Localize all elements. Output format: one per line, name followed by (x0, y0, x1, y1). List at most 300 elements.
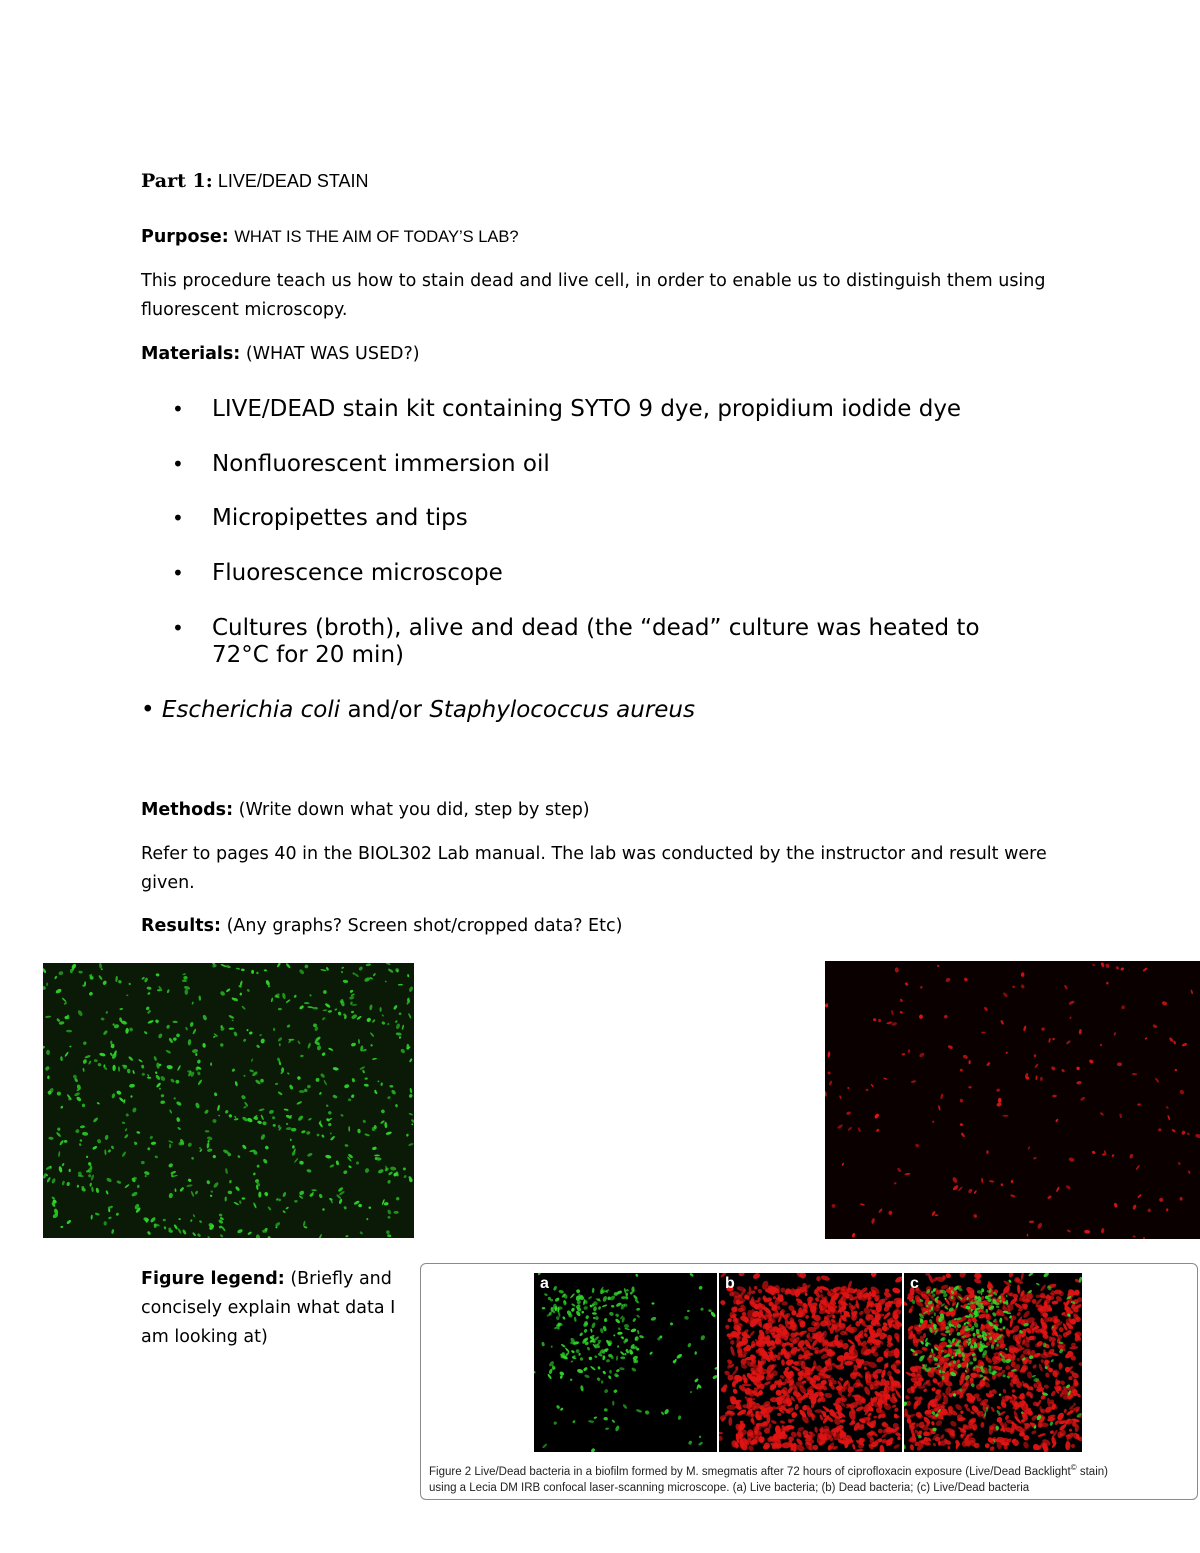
cell-speck (1064, 984, 1068, 990)
cell-speck (192, 1028, 197, 1034)
cell-speck (328, 1123, 332, 1127)
cell-speck (271, 997, 274, 1002)
cell-speck (228, 1014, 234, 1019)
cell-speck (287, 1072, 290, 1075)
cell-speck (213, 1181, 220, 1188)
cell-speck (583, 1306, 588, 1310)
material-text: Fluorescence microscope (212, 560, 503, 586)
cell-speck (155, 973, 160, 977)
cell-speck (621, 1296, 626, 1299)
cell-speck (651, 1302, 654, 1304)
cell-speck (894, 1275, 902, 1284)
cell-speck (694, 1351, 697, 1355)
cell-speck (611, 1419, 615, 1423)
cell-speck (1056, 1186, 1060, 1192)
cell-speck (258, 1108, 264, 1112)
cell-speck (1100, 962, 1104, 968)
cell-speck (1167, 1115, 1170, 1121)
cell-speck (752, 1273, 761, 1280)
cell-speck (905, 1395, 911, 1400)
legend-line2: concisely explain what data I (141, 1298, 396, 1318)
cell-speck (154, 1155, 158, 1159)
cell-speck (229, 1028, 235, 1030)
purpose-answer-line2: fluorescent microscopy. (141, 300, 348, 320)
cell-speck (166, 1065, 173, 1070)
cell-speck (256, 972, 259, 975)
cell-speck (333, 1067, 339, 1071)
cell-speck (556, 1405, 561, 1410)
cell-speck (1060, 1380, 1066, 1386)
cell-speck (689, 1273, 694, 1277)
cell-speck (870, 1273, 877, 1277)
cell-speck (111, 1052, 117, 1059)
panel-c-label: c (910, 1275, 919, 1292)
cell-speck (329, 1164, 334, 1168)
cell-speck (155, 1019, 160, 1023)
cell-speck (984, 1443, 990, 1449)
cell-speck (121, 1151, 126, 1158)
cell-speck (1165, 1106, 1169, 1110)
cell-speck (635, 1273, 639, 1277)
cell-speck (380, 1109, 385, 1114)
cell-speck (284, 1108, 289, 1111)
cell-speck (1179, 1089, 1185, 1095)
inset-panel-a (534, 1273, 717, 1452)
cell-speck (1115, 966, 1119, 970)
cell-speck (147, 1231, 152, 1236)
cell-speck (243, 1038, 247, 1042)
list-item (172, 615, 1012, 669)
cell-speck (138, 1059, 143, 1063)
bullet: • (172, 452, 184, 476)
cell-speck (720, 1300, 726, 1306)
cell-speck (719, 1435, 723, 1441)
cell-speck (108, 1216, 112, 1219)
cell-speck (790, 1411, 798, 1419)
cell-speck (229, 1180, 232, 1184)
cell-speck (1190, 989, 1193, 994)
cell-speck (210, 1190, 213, 1193)
cell-speck (348, 1126, 350, 1132)
cell-speck (168, 1037, 174, 1043)
cell-speck (1084, 1230, 1090, 1234)
cell-speck (1005, 1348, 1008, 1351)
methods-question: (Write down what you did, step by step) (238, 800, 590, 820)
cell-speck (958, 1186, 963, 1191)
cell-speck (1078, 1362, 1082, 1366)
cell-speck (145, 1006, 150, 1011)
cell-speck (111, 1229, 114, 1234)
cell-speck (960, 1132, 965, 1138)
cell-speck (594, 1316, 599, 1321)
cell-speck (593, 1306, 598, 1312)
cell-speck (384, 1202, 389, 1206)
cell-speck (858, 1310, 864, 1316)
caption-line2: using a Lecia DM IRB confocal laser-scanning microscope. (a) Live bacteria; (b) Dead bacteria; (c) Live/Dead bacteria (429, 1481, 1030, 1494)
cell-speck (212, 1118, 217, 1123)
cell-speck (602, 1370, 606, 1375)
cell-speck (597, 1340, 601, 1343)
cell-speck (1132, 1204, 1137, 1210)
cell-speck (636, 1307, 641, 1311)
cell-speck (322, 1017, 326, 1021)
cell-speck (562, 1316, 566, 1320)
cell-speck (727, 1318, 732, 1323)
cell-speck (172, 1021, 177, 1023)
cell-speck (259, 1034, 262, 1037)
cell-speck (317, 1045, 322, 1051)
cell-speck (981, 1031, 985, 1033)
cell-speck (1005, 1365, 1011, 1370)
cell-speck (712, 1374, 717, 1379)
cell-speck (553, 1285, 558, 1291)
cell-speck (88, 1174, 92, 1178)
cell-speck (160, 1094, 164, 1098)
cell-speck (553, 1421, 558, 1426)
cell-speck (604, 1388, 609, 1393)
cell-speck (1120, 967, 1125, 971)
cell-speck (1027, 1146, 1030, 1150)
cell-speck (825, 1091, 827, 1097)
cell-speck (282, 1192, 287, 1198)
cell-speck (256, 1234, 260, 1238)
cell-speck (146, 986, 151, 990)
cell-speck (1088, 1059, 1094, 1064)
cell-speck (267, 1236, 271, 1238)
cell-speck (147, 1074, 150, 1077)
cell-speck (771, 1420, 778, 1425)
cell-speck (99, 1052, 106, 1057)
cell-speck (996, 1405, 1001, 1409)
cell-speck (1026, 1234, 1028, 1237)
cell-speck (166, 1024, 171, 1029)
cell-speck (158, 1087, 161, 1090)
cell-speck (585, 1315, 590, 1320)
cell-speck (187, 1142, 192, 1148)
cell-speck (393, 1211, 398, 1214)
cell-speck (730, 1340, 735, 1345)
cell-speck (952, 1176, 959, 1183)
cell-speck (78, 970, 83, 974)
cell-speck (1041, 1359, 1044, 1363)
cell-speck (204, 1109, 209, 1115)
cell-speck (891, 1287, 901, 1295)
cell-speck (125, 1028, 129, 1034)
cell-speck (258, 1191, 261, 1197)
cell-speck (844, 1360, 853, 1365)
cell-speck (626, 1289, 629, 1292)
cell-speck (205, 1130, 210, 1133)
cell-speck (127, 1069, 131, 1074)
cell-speck (1016, 1358, 1019, 1361)
cell-speck (315, 1078, 319, 1082)
cell-speck (541, 1342, 545, 1347)
cell-speck (362, 1070, 365, 1074)
cell-speck (386, 1230, 390, 1234)
cell-speck (182, 1229, 187, 1235)
cell-speck (246, 1029, 249, 1032)
cell-speck (1023, 1025, 1027, 1031)
cell-speck (188, 1039, 192, 1046)
cell-speck (43, 968, 47, 974)
methods-line2: given. (141, 873, 195, 893)
cell-speck (846, 1111, 851, 1115)
cell-speck (598, 1306, 602, 1310)
cell-speck (224, 1109, 229, 1114)
cell-speck (609, 1370, 612, 1374)
cell-speck (343, 1170, 348, 1175)
cell-speck (237, 1229, 243, 1234)
cell-speck (923, 1388, 928, 1393)
organism-conj: and/or (340, 697, 430, 723)
cell-speck (1195, 1133, 1200, 1138)
cell-speck (587, 1346, 591, 1350)
cell-speck (197, 1079, 202, 1086)
cell-speck (664, 1408, 670, 1415)
purpose-label: Purpose: (141, 227, 229, 247)
cell-speck (700, 1334, 706, 1340)
cell-speck (579, 1332, 584, 1337)
cell-speck (95, 1187, 99, 1193)
inset-caption (429, 1460, 1194, 1496)
cell-speck (260, 1114, 264, 1120)
bullet: • (172, 506, 184, 530)
cell-speck (408, 986, 413, 993)
cell-speck (131, 1191, 138, 1197)
cell-speck (345, 1235, 348, 1238)
cell-speck (316, 1133, 320, 1137)
cell-speck (84, 1055, 91, 1059)
cell-speck (246, 988, 250, 992)
cell-speck (605, 1427, 609, 1430)
cell-speck (92, 1145, 98, 1150)
cell-speck (309, 994, 312, 997)
panel-c-image (904, 1273, 1082, 1452)
cell-speck (300, 1055, 304, 1058)
cell-speck (170, 1170, 176, 1174)
cell-speck (410, 1119, 414, 1125)
cell-speck (61, 997, 66, 1002)
cell-speck (579, 1357, 583, 1361)
cell-speck (747, 1444, 755, 1452)
cell-speck (141, 1064, 145, 1068)
cell-speck (608, 1375, 612, 1379)
cell-speck (279, 1043, 281, 1046)
cell-speck (275, 1221, 281, 1227)
cell-speck (276, 963, 281, 968)
cell-speck (169, 1109, 173, 1114)
cell-speck (688, 1440, 693, 1445)
cell-speck (231, 1019, 234, 1022)
cell-speck (1011, 1389, 1016, 1394)
cell-speck (306, 1084, 311, 1089)
cell-speck (231, 1068, 235, 1072)
cell-speck (385, 980, 387, 982)
caption-line1: Figure 2 Live/Dead bacteria in a biofilm formed by M. smegmatis after 72 hours of ciprofloxacin exposure (Live/Dead Backlight (429, 1465, 1071, 1478)
cell-speck (570, 1378, 573, 1381)
cell-speck (384, 1122, 387, 1129)
cell-speck (1048, 1038, 1051, 1043)
cell-speck (1143, 1237, 1145, 1239)
cell-speck (847, 1126, 852, 1131)
cell-speck (369, 1004, 373, 1010)
cell-speck (877, 1428, 883, 1434)
cell-speck (594, 1355, 598, 1359)
cell-speck (1033, 1156, 1037, 1160)
cell-speck (294, 1200, 298, 1203)
cell-speck (954, 1403, 963, 1411)
cell-speck (925, 1338, 929, 1343)
cell-speck (235, 1186, 241, 1192)
cell-speck (362, 1120, 366, 1124)
cell-speck (264, 1191, 269, 1196)
cell-speck (1168, 1037, 1174, 1043)
cell-speck (891, 1404, 896, 1408)
cell-speck (973, 1214, 978, 1219)
cell-speck (132, 1070, 135, 1074)
cell-speck (909, 1444, 914, 1451)
cell-speck (613, 1389, 618, 1394)
cell-speck (156, 1082, 162, 1088)
cell-speck (236, 967, 241, 969)
cell-speck (327, 1110, 332, 1115)
cell-speck (1003, 1316, 1009, 1322)
cell-speck (304, 1002, 310, 1004)
cell-speck (119, 1008, 123, 1011)
cell-speck (1187, 1132, 1190, 1135)
results-question: (Any graphs? Screen shot/cropped data? Etc) (226, 916, 623, 936)
cell-speck (151, 1141, 157, 1145)
cell-speck (351, 1078, 355, 1083)
cell-speck (904, 1444, 906, 1449)
cell-speck (1117, 1062, 1122, 1066)
cell-speck (100, 1017, 104, 1020)
cell-speck (591, 1322, 596, 1329)
cell-speck (124, 1184, 130, 1189)
cell-speck (1100, 1112, 1105, 1116)
cell-speck (173, 1224, 178, 1230)
cell-speck (379, 1007, 381, 1012)
cell-speck (624, 1324, 630, 1329)
cell-speck (409, 1088, 412, 1093)
cell-speck (406, 1133, 409, 1137)
cell-speck (82, 1068, 84, 1072)
cell-speck (1041, 1027, 1045, 1031)
cell-speck (960, 1410, 964, 1414)
cell-speck (999, 1317, 1003, 1323)
cell-speck (601, 1380, 604, 1384)
cell-speck (321, 1134, 325, 1138)
cell-speck (202, 1043, 206, 1048)
cell-speck (243, 1106, 247, 1109)
cell-speck (878, 1208, 883, 1213)
cell-speck (986, 1314, 992, 1321)
cell-speck (1050, 1359, 1054, 1363)
cell-speck (46, 1177, 51, 1183)
cell-speck (1052, 1037, 1055, 1040)
cell-speck (282, 993, 287, 1000)
cell-speck (320, 1073, 326, 1079)
cell-speck (1066, 1229, 1071, 1233)
cell-speck (558, 1289, 564, 1294)
cell-speck (72, 1074, 77, 1079)
cell-speck (199, 1220, 203, 1224)
material-text: Cultures (broth), alive and dead (the “dead” culture was heated to 72°C for 20 min) (212, 615, 980, 668)
cell-speck (904, 1173, 910, 1176)
cell-speck (738, 1273, 745, 1277)
cell-speck (1114, 1202, 1118, 1207)
cell-speck (364, 1083, 369, 1087)
cell-speck (1002, 992, 1008, 998)
cell-speck (372, 1146, 377, 1150)
cell-speck (147, 1009, 152, 1014)
cell-speck (260, 1079, 264, 1083)
materials-list (172, 396, 1052, 696)
cell-speck (277, 1057, 281, 1062)
cell-speck (534, 1370, 536, 1374)
cell-speck (99, 963, 102, 969)
cell-speck (1179, 1197, 1182, 1201)
cell-speck (831, 1203, 836, 1208)
cell-speck (195, 1190, 199, 1194)
cell-speck (403, 1175, 407, 1179)
methods-line1: Refer to pages 40 in the BIOL302 Lab manual. The lab was conducted by the instructor and result were (141, 844, 1047, 864)
cell-speck (351, 1010, 355, 1013)
cell-speck (1045, 1372, 1051, 1378)
cell-speck (220, 963, 226, 967)
cell-speck (780, 1420, 786, 1424)
cell-speck (619, 1367, 625, 1371)
purpose-answer (141, 267, 1141, 325)
cell-speck (128, 982, 131, 985)
cell-speck (58, 1151, 61, 1157)
cell-speck (303, 1221, 306, 1227)
cell-speck (144, 1170, 150, 1175)
cell-speck (98, 975, 103, 981)
cell-speck (873, 1416, 877, 1419)
cell-speck (357, 1129, 361, 1134)
cell-speck (894, 1407, 900, 1413)
cell-speck (110, 1041, 112, 1045)
cell-speck (277, 1091, 283, 1096)
cell-speck (206, 1180, 210, 1185)
cell-speck (1049, 1336, 1053, 1342)
cell-speck (542, 1443, 548, 1449)
cell-speck (650, 1316, 656, 1321)
cell-speck (1129, 1154, 1134, 1160)
cell-speck (622, 1404, 628, 1410)
cell-speck (147, 992, 151, 996)
cell-speck (96, 1138, 101, 1144)
cell-speck (197, 1233, 202, 1238)
cell-speck (63, 1002, 67, 1006)
cell-speck (700, 1307, 704, 1311)
cell-speck (199, 1147, 201, 1149)
cell-speck (53, 1208, 59, 1215)
cell-speck (61, 1180, 65, 1185)
cell-speck (759, 1390, 763, 1395)
cell-speck (612, 1401, 614, 1406)
cell-speck (197, 1071, 201, 1076)
cell-speck (272, 1124, 276, 1127)
cell-speck (1069, 1428, 1073, 1432)
cell-speck (1174, 1068, 1177, 1071)
cell-speck (228, 1114, 233, 1119)
bullet: • (141, 697, 155, 723)
cell-speck (1020, 1273, 1024, 1280)
cell-speck (219, 1226, 223, 1229)
cell-speck (839, 1095, 842, 1099)
